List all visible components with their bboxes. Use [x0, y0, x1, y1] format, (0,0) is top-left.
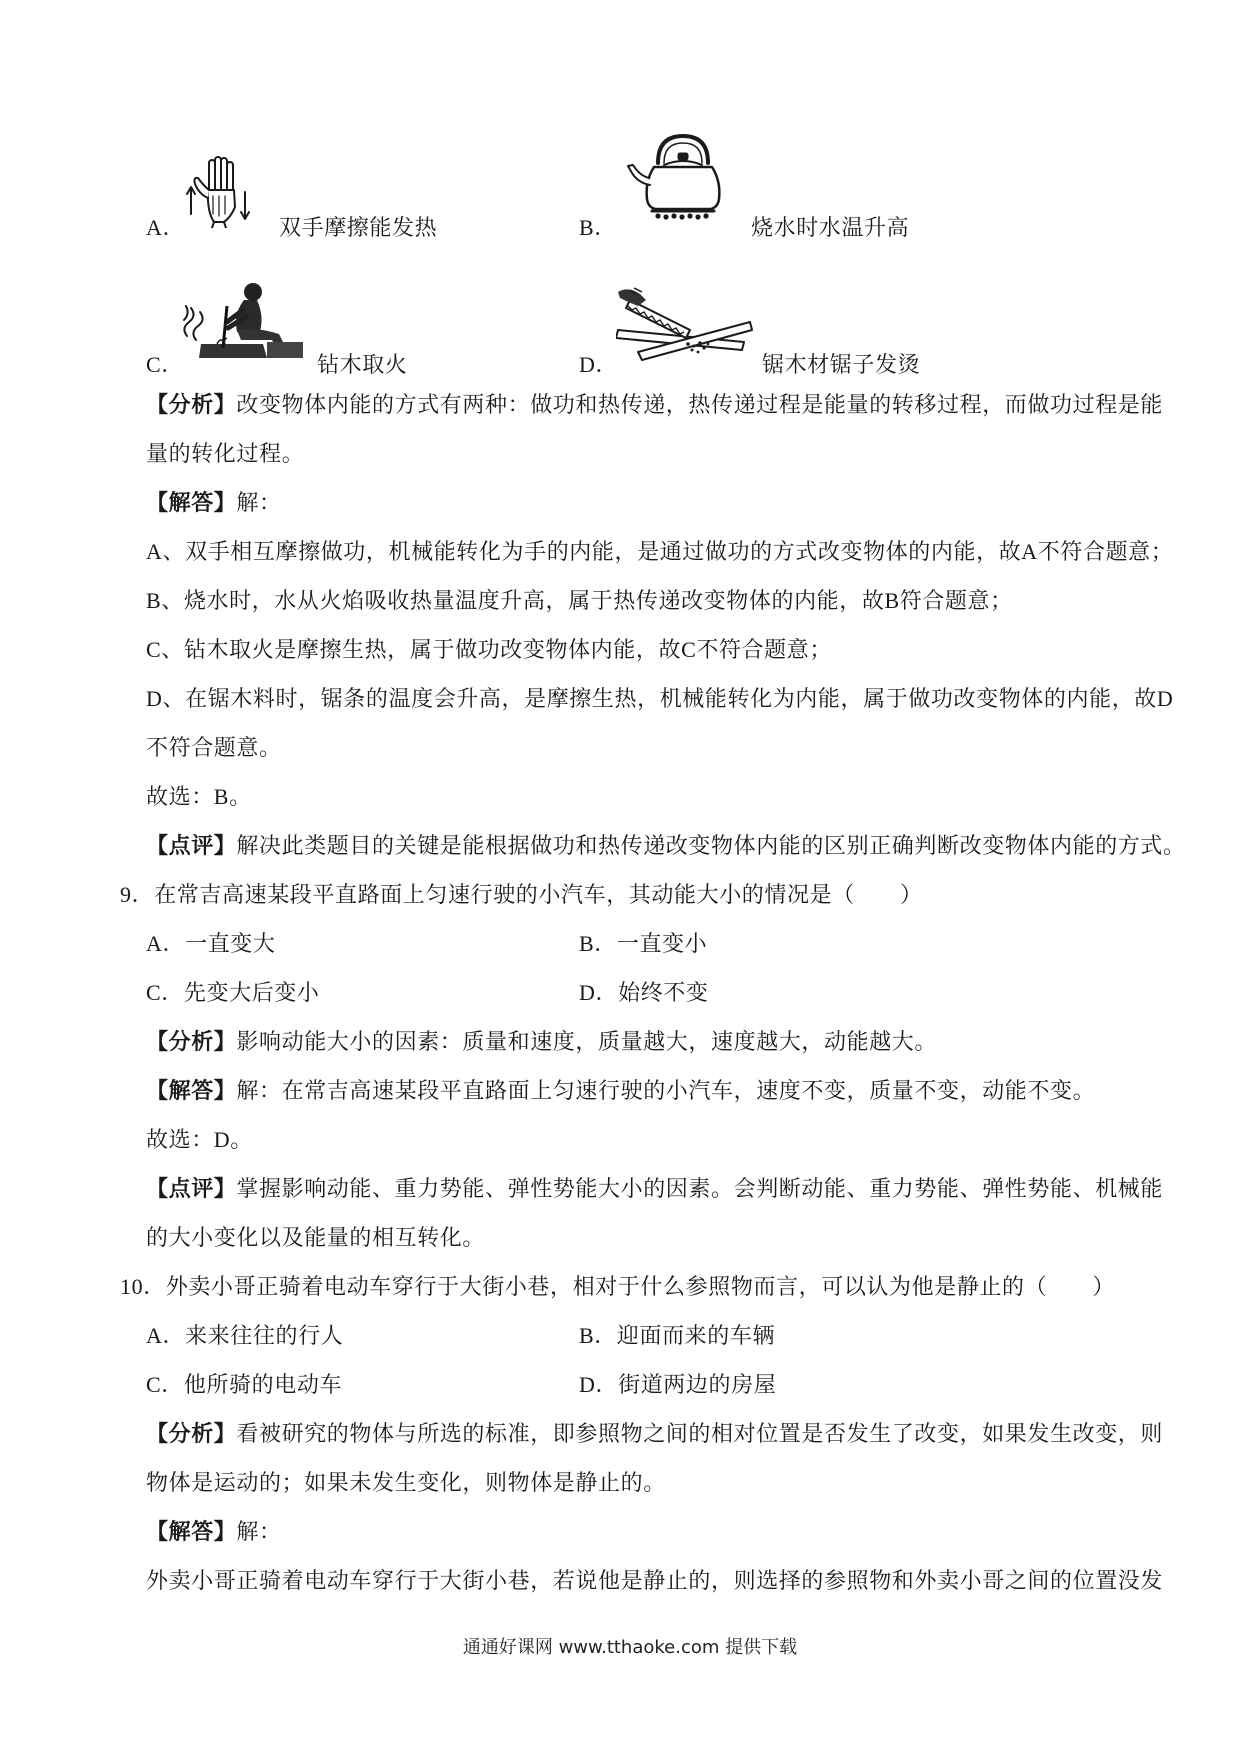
option-a — [146, 931, 276, 956]
question-number: 10． — [120, 1274, 166, 1299]
analysis-text: 影响动能大小的因素：质量和速度，质量越大，速度越大，动能越大。 — [236, 1029, 938, 1054]
option-a-letter: A． — [146, 215, 186, 240]
option-row — [0, 1311, 1240, 1360]
option-d — [579, 968, 709, 1017]
analysis-line: 量的转化过程。 — [146, 441, 305, 466]
comment-line: 的大小变化以及能量的相互转化。 — [146, 1225, 486, 1250]
analysis-line — [0, 1409, 1240, 1458]
question-text: 外卖小哥正骑着电动车穿行于大街小巷，相对于什么参照物而言，可以认为他是静止的（ ） — [165, 1274, 1116, 1299]
question-stem — [0, 870, 1240, 919]
option-text: 他所骑的电动车 — [183, 1372, 343, 1397]
answer-line: B、烧水时，水从火焰吸收热量温度升高，属于热传递改变物体的内能，故B符合题意； — [146, 588, 1013, 613]
comment-label: 【点评】 — [146, 1176, 237, 1201]
option-b-caption: 烧水时水温升高 — [751, 215, 910, 240]
answer-label: 【解答】 — [146, 1078, 237, 1103]
solution-text — [0, 380, 1240, 1605]
comment-text: 解决此类题目的关键是能根据做功和热传递改变物体内能的区别正确判断改变物体内能的方式。 — [236, 833, 1186, 858]
analysis-line — [0, 380, 1240, 429]
option-d-caption: 锯木材锯子发烫 — [762, 352, 921, 377]
option-letter: C． — [146, 980, 184, 1005]
option-c — [146, 1372, 342, 1397]
analysis-text: 看被研究的物体与所选的标准，即参照物之间的相对位置是否发生了改变，如果发生改变，则 — [236, 1421, 1164, 1446]
option-a — [146, 1323, 343, 1348]
answer-line: D、在锯木料时，锯条的温度会升高，是摩擦生热，机械能转化为内能，属于做功改变物体的内能，故D — [146, 686, 1174, 711]
analysis-label: 【分析】 — [146, 1029, 237, 1054]
question-8-solution — [0, 380, 1240, 870]
comment-line — [0, 821, 1240, 870]
analysis-line: 物体是运动的；如果未发生变化，则物体是静止的。 — [146, 1470, 666, 1495]
option-text: 一直变大 — [185, 931, 276, 956]
option-text: 一直变小 — [616, 931, 708, 956]
answer-text: 解： — [236, 490, 282, 515]
option-text: 来来往往的行人 — [185, 1323, 344, 1348]
option-b — [579, 919, 707, 968]
option-row — [0, 968, 1240, 1017]
option-letter: D． — [579, 1372, 619, 1397]
option-letter: B． — [579, 931, 617, 956]
option-c-letter: C． — [146, 352, 184, 377]
answer-label: 【解答】 — [146, 1519, 237, 1544]
option-b-letter: B． — [579, 215, 617, 240]
option-d — [579, 1360, 776, 1409]
option-row — [0, 1360, 1240, 1409]
question-9 — [0, 870, 1240, 1262]
answer-text: 解： — [236, 1519, 282, 1544]
final-choice: 故选：B。 — [146, 784, 252, 809]
option-text: 先变大后变小 — [183, 980, 320, 1005]
analysis-text: 改变物体内能的方式有两种：做功和热传递，热传递过程是能量的转移过程，而做功过程是能 — [236, 392, 1164, 417]
option-row — [0, 919, 1240, 968]
analysis-line — [0, 1017, 1240, 1066]
option-a-caption: 双手摩擦能发热 — [279, 215, 438, 240]
answer-line: C、钻木取火是摩擦生热，属于做功改变物体内能，故C不符合题意； — [146, 637, 832, 662]
drilling-wood-fire-icon — [181, 278, 309, 364]
answer-label: 【解答】 — [146, 490, 237, 515]
sawing-wood-icon — [616, 286, 754, 364]
answer-line: 不符合题意。 — [146, 735, 282, 760]
question-text: 在常吉高速某段平直路面上匀速行驶的小汽车，其动能大小的情况是（ ） — [154, 882, 923, 907]
answer-heading — [0, 1066, 1240, 1115]
hands-rubbing-icon — [183, 152, 257, 228]
kettle-on-stove-icon — [624, 131, 724, 221]
comment-label: 【点评】 — [146, 833, 237, 858]
option-c-caption: 钻木取火 — [317, 352, 408, 377]
answer-heading — [0, 1507, 1240, 1556]
question-10 — [0, 1262, 1240, 1605]
page-footer: 通通好课网 www.tthaoke.com 提供下载 — [462, 1637, 798, 1658]
option-b — [579, 1311, 775, 1360]
answer-line: 外卖小哥正骑着电动车穿行于大街小巷，若说他是静止的，则选择的参照物和外卖小哥之间的位置没发 — [146, 1568, 1164, 1593]
analysis-label: 【分析】 — [146, 1421, 237, 1446]
option-text: 始终不变 — [618, 980, 709, 1005]
analysis-label: 【分析】 — [146, 392, 237, 417]
final-choice: 故选：D。 — [146, 1127, 253, 1152]
comment-line — [0, 1164, 1240, 1213]
option-c — [146, 980, 319, 1005]
option-letter: A． — [146, 1323, 186, 1348]
question-number: 9． — [120, 882, 155, 907]
question-stem — [0, 1262, 1240, 1311]
answer-heading — [0, 478, 1240, 527]
answer-line: A、双手相互摩擦做功，机械能转化为手的内能，是通过做功的方式改变物体的内能，故A不符合题意； — [146, 539, 1174, 564]
option-letter: A． — [146, 931, 186, 956]
comment-text: 掌握影响动能、重力势能、弹性势能大小的因素。会判断动能、重力势能、弹性势能、机械能 — [236, 1176, 1164, 1201]
option-d-letter: D． — [579, 352, 619, 377]
option-text: 街道两边的房屋 — [618, 1372, 777, 1397]
option-text: 迎面而来的车辆 — [616, 1323, 776, 1348]
option-letter: B． — [579, 1323, 617, 1348]
answer-text: 解：在常吉高速某段平直路面上匀速行驶的小汽车，速度不变，质量不变，动能不变。 — [236, 1078, 1096, 1103]
option-letter: D． — [579, 980, 619, 1005]
option-letter: C． — [146, 1372, 184, 1397]
